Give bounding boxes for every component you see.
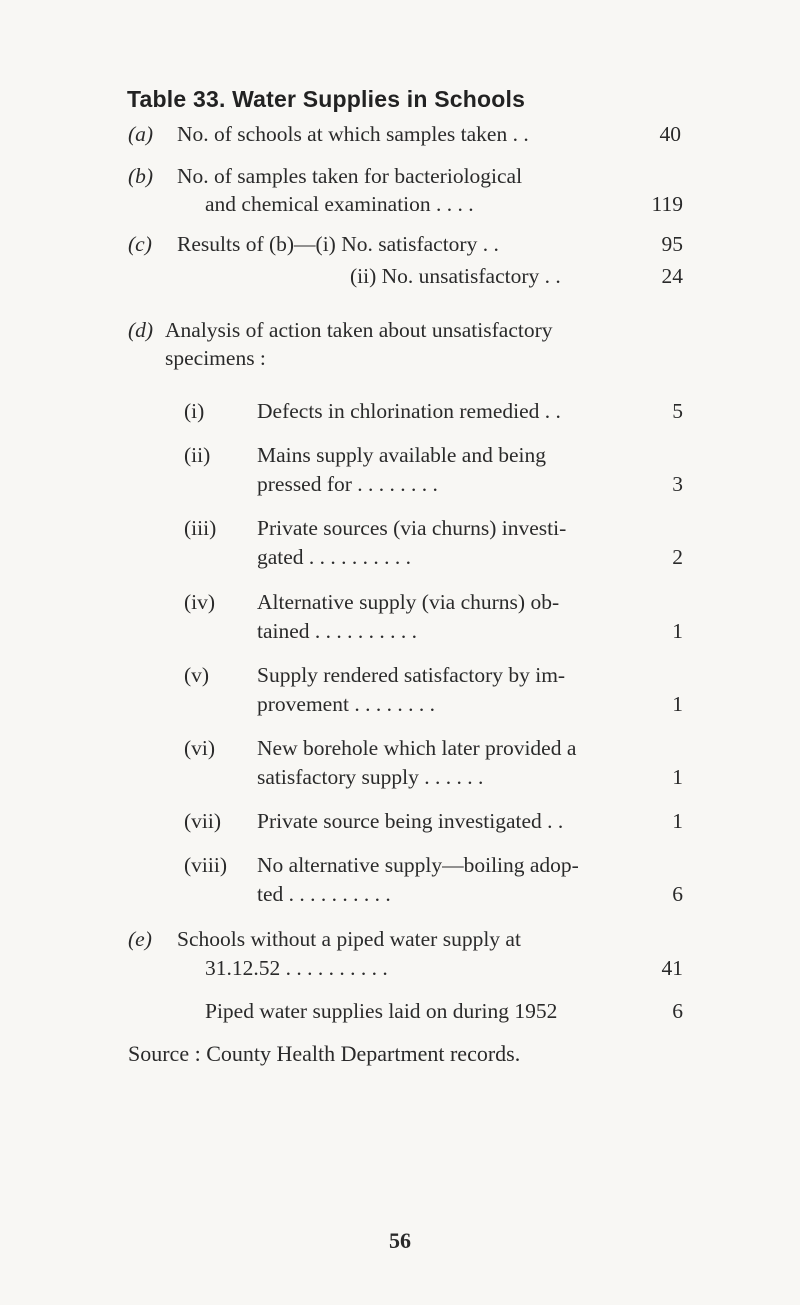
analysis-num: (viii) <box>184 853 227 877</box>
item-e-text-2: 31.12.52 . . . . . . . . . . <box>205 956 388 980</box>
analysis-text: Private sources (via churns) investi- <box>257 516 567 540</box>
analysis-value: 1 <box>672 809 683 833</box>
analysis-text: Alternative supply (via churns) ob- <box>257 590 560 614</box>
analysis-num: (vi) <box>184 736 216 760</box>
analysis-text: New borehole which later provided a <box>257 736 577 760</box>
analysis-text: provement . . . . . . . . <box>257 692 435 716</box>
analysis-text: satisfactory supply . . . . . . <box>257 765 484 789</box>
analysis-value: 1 <box>672 692 683 716</box>
item-b-text-2: and chemical examination . . . . <box>205 192 474 216</box>
item-d-text-1: Analysis of action taken about unsatisfactory <box>165 318 553 342</box>
item-c-value-2: 24 <box>661 264 683 288</box>
analysis-value: 3 <box>672 472 683 496</box>
analysis-num: (iii) <box>184 516 217 540</box>
analysis-value: 1 <box>672 765 683 789</box>
item-a-label: (a) <box>128 122 154 146</box>
source-note: Source : County Health Department records. <box>128 1041 521 1066</box>
page-number: 56 <box>389 1228 411 1253</box>
analysis-num: (v) <box>184 663 210 687</box>
analysis-value: 5 <box>672 399 683 423</box>
analysis-text: pressed for . . . . . . . . <box>257 472 438 496</box>
item-d-text-2: specimens : <box>165 346 266 370</box>
piped-value: 6 <box>672 999 683 1023</box>
analysis-text: tained . . . . . . . . . . <box>257 619 418 643</box>
page-title: Table 33. Water Supplies in Schools <box>127 86 526 112</box>
item-a-value: 40 <box>659 122 681 146</box>
analysis-text: Mains supply available and being <box>257 443 546 467</box>
item-c-value-1: 95 <box>661 232 683 256</box>
item-d-label: (d) <box>128 318 154 342</box>
analysis-text: No alternative supply—boiling adop- <box>257 853 579 877</box>
piped-text: Piped water supplies laid on during 1952 <box>205 999 558 1023</box>
item-e-text-1: Schools without a piped water supply at <box>177 927 521 951</box>
item-e-value: 41 <box>661 956 683 980</box>
item-e-label: (e) <box>128 927 152 951</box>
analysis-value: 6 <box>672 882 683 906</box>
item-b-label: (b) <box>128 164 154 188</box>
item-b-text-1: No. of samples taken for bacteriological <box>177 164 523 188</box>
analysis-num: (iv) <box>184 590 216 614</box>
analysis-text: gated . . . . . . . . . . <box>257 545 412 569</box>
analysis-value: 2 <box>672 545 683 569</box>
item-a-text: No. of schools at which samples taken . . <box>177 122 529 146</box>
item-b-value: 119 <box>651 192 683 216</box>
item-c-label: (c) <box>128 232 152 256</box>
analysis-value: 1 <box>672 619 683 643</box>
analysis-text: Defects in chlorination remedied . . <box>257 399 561 423</box>
item-c-text-1: Results of (b)—(i) No. satisfactory . . <box>177 232 499 256</box>
analysis-num: (vii) <box>184 809 222 833</box>
analysis-num: (i) <box>184 399 205 423</box>
analysis-text: ted . . . . . . . . . . <box>257 882 391 906</box>
analysis-text: Supply rendered satisfactory by im- <box>257 663 566 687</box>
item-c-text-2: (ii) No. unsatisfactory . . <box>350 264 561 288</box>
analysis-num: (ii) <box>184 443 211 467</box>
analysis-text: Private source being investigated . . <box>257 809 564 833</box>
